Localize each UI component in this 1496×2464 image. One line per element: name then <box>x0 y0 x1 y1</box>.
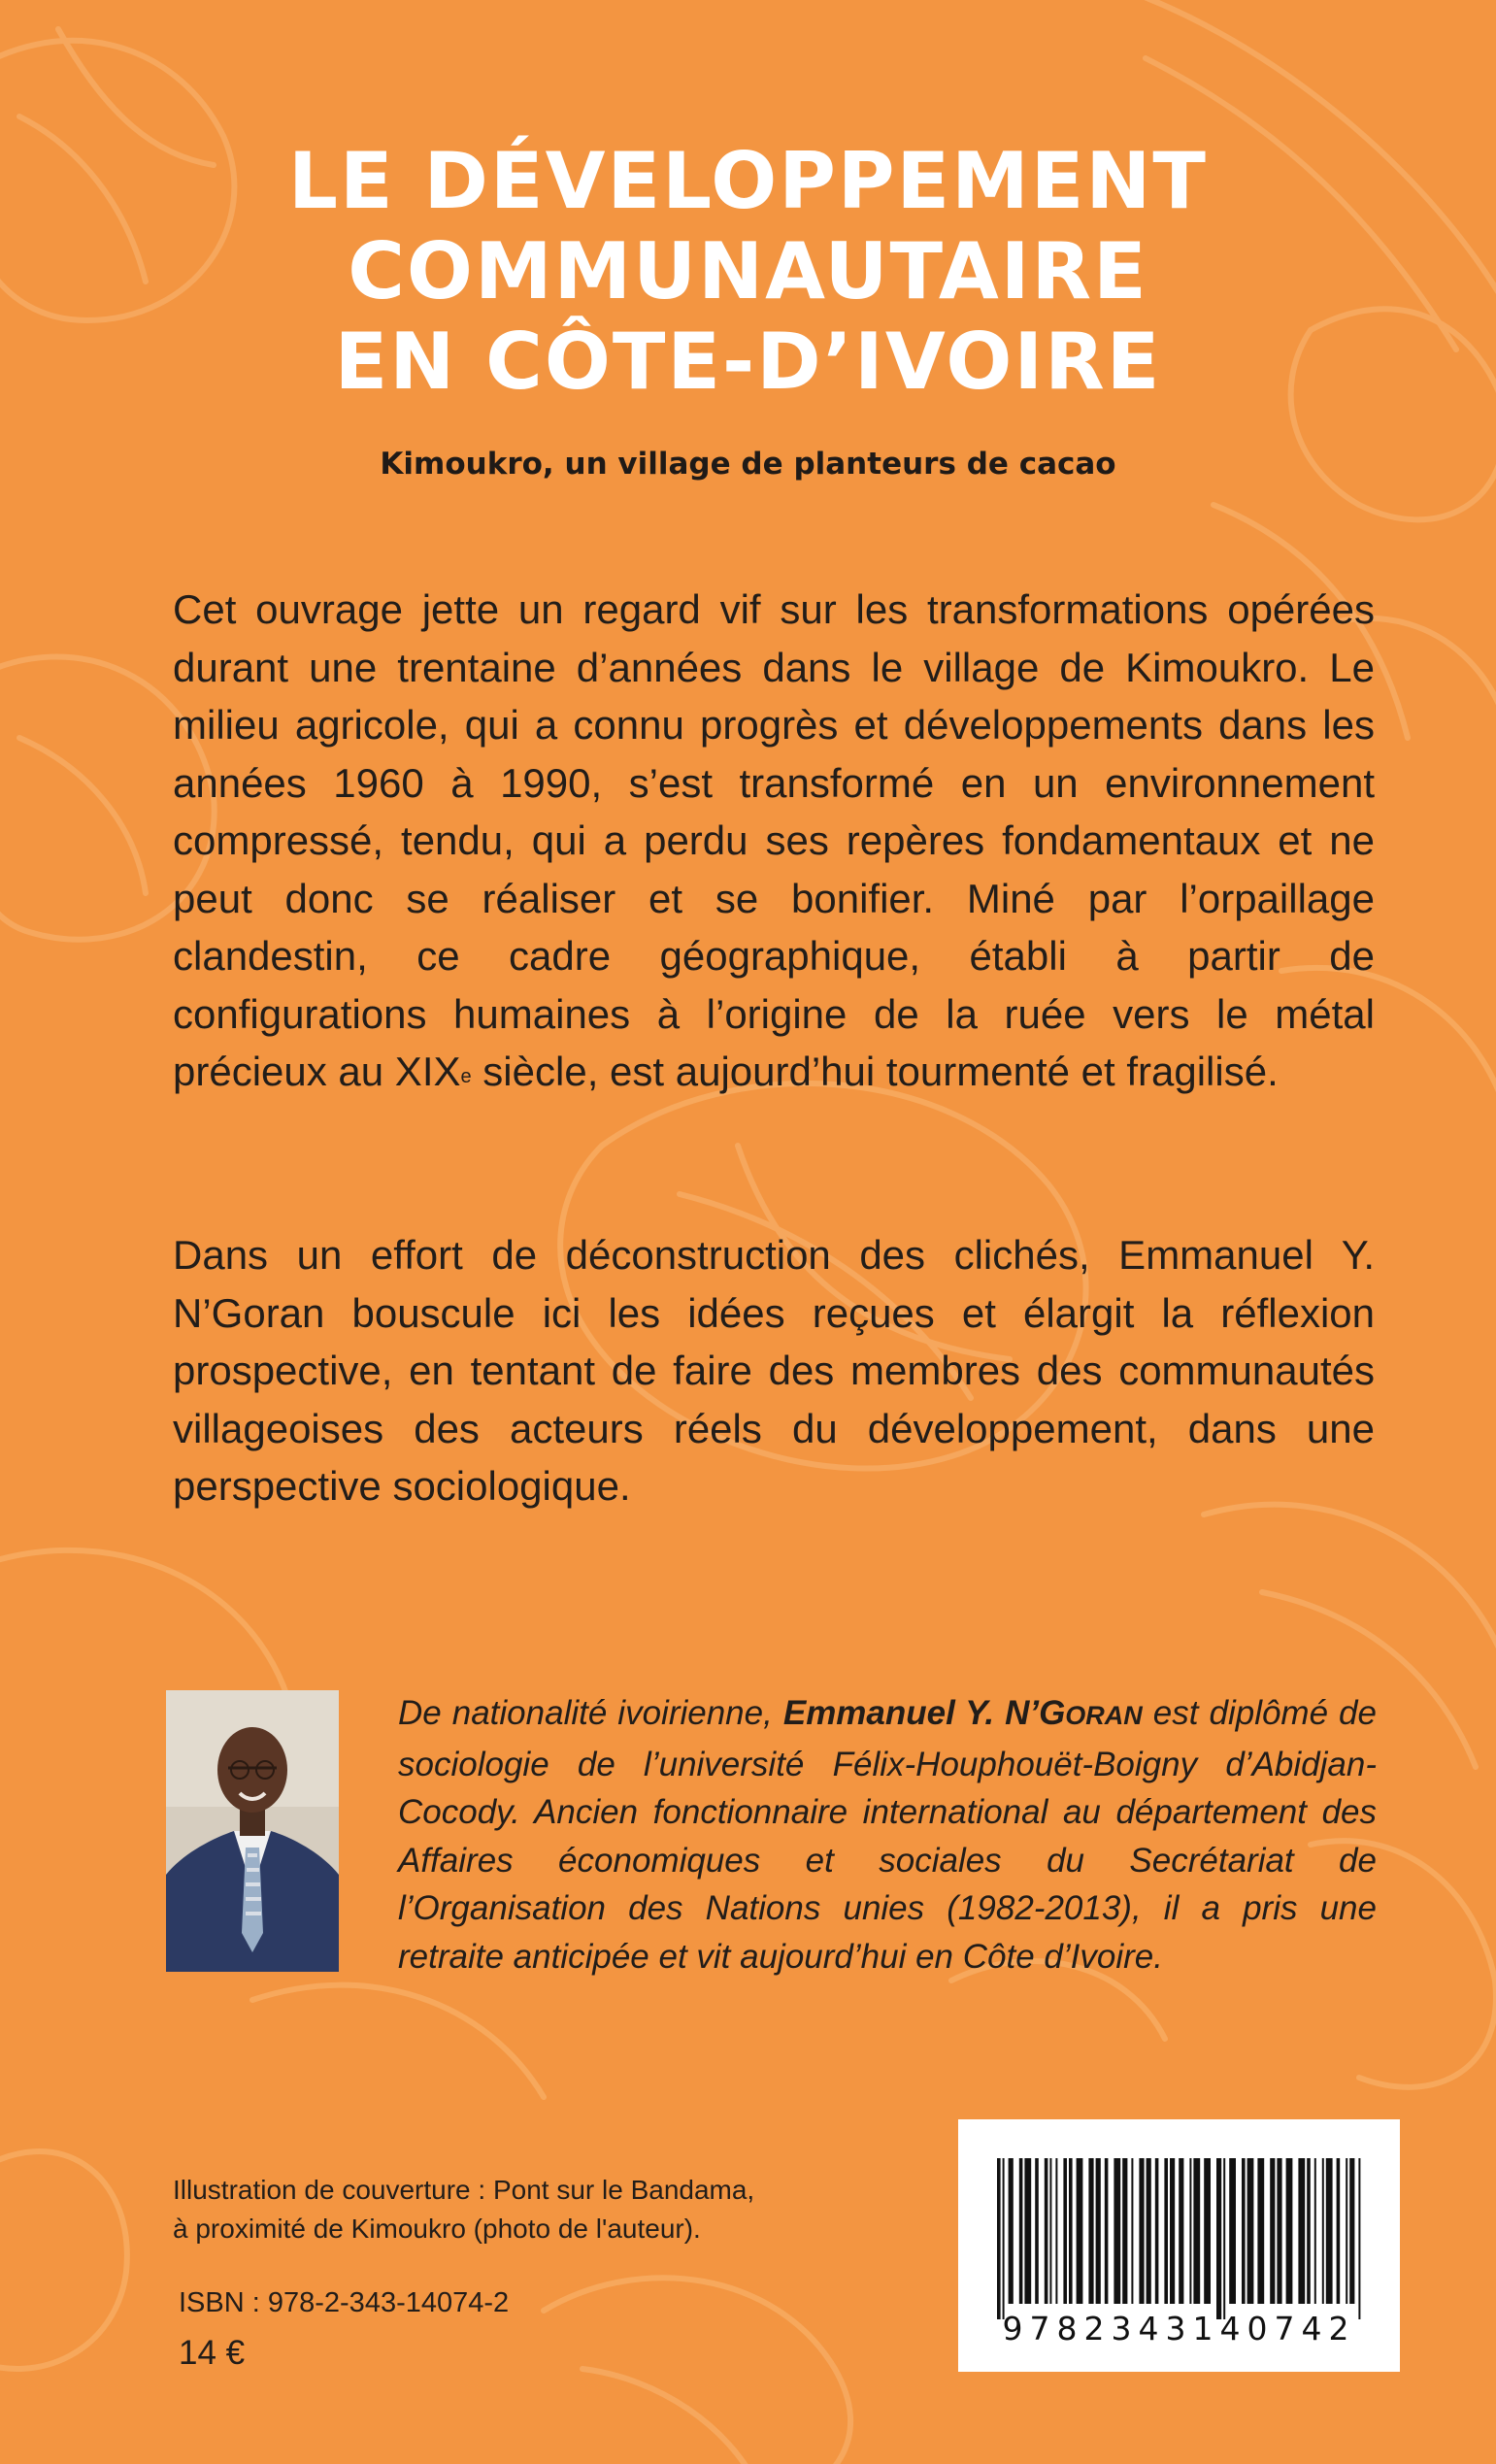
bio-intro: De nationalité ivoirienne, <box>398 1694 783 1732</box>
title-line: LE DÉVELOPPEMENT <box>288 136 1208 226</box>
summary-text: Cet ouvrage jette un regard vif sur les transformations opérées durant une trentaine d’années dans le village de Kimoukro. Le milieu agricole, qui a connu progrès et développements dans les années 1960 à 1990, s’est transformé en un environnement compressé, tendu, qui a perdu ses repères fondamentaux et ne peut donc se réaliser et se bonifier. Miné par l’orpaillage clandestin, ce cadre géographique, établi à partir de configurations humaines à l’origine de la ruée vers le métal précieux au XIX <box>173 586 1375 1094</box>
bio-rest: est diplômé de sociologie de l’université Félix-Houphouët-Boigny d’Abidjan-Cocody. Ancien fonctionnaire international au département des Affaires économiques et sociales du Secrétariat de l’Organisation des Nations unies (1982-2013), il a pris une retraite anticipée et vit aujourd’hui en Côte d’Ivoire. <box>398 1694 1377 1976</box>
barcode-bar <box>1131 2158 1133 2304</box>
barcode-bar <box>1088 2158 1093 2304</box>
barcode-bar <box>1024 2158 1031 2304</box>
barcode-bar <box>1298 2158 1305 2304</box>
barcode-bar <box>1164 2158 1168 2304</box>
credit-line: Illustration de couverture : Pont sur le Bandama, <box>173 2175 755 2205</box>
barcode-bar <box>1314 2158 1316 2304</box>
title-line: COMMUNAUTAIRE <box>348 226 1148 316</box>
barcode-bar <box>1307 2158 1311 2304</box>
barcode-bar <box>1019 2158 1023 2304</box>
barcode-bar <box>1077 2158 1083 2304</box>
barcode-bar <box>1242 2158 1246 2304</box>
barcode-bar <box>1286 2158 1293 2304</box>
author-biography <box>398 1689 1377 1981</box>
barcode-bar <box>1155 2158 1159 2304</box>
title-line: EN CÔTE-D’IVOIRE <box>334 316 1162 407</box>
author-name-smallcaps: ORAN <box>1065 1701 1143 1730</box>
book-title <box>97 136 1399 407</box>
barcode-bar <box>1049 2158 1051 2304</box>
barcode-bar <box>1035 2158 1039 2304</box>
barcode-bar <box>1257 2158 1264 2304</box>
author-name-main: Emmanuel Y. N’G <box>782 1694 1066 1732</box>
barcode-bar <box>1105 2158 1109 2304</box>
summary-paragraph-2: Dans un effort de déconstruction des clichés, Emmanuel Y. N’Goran bouscule ici les idées reçues et élargit la réflexion prospective, en tentant de faire des membres des communautés villageoises des acteurs réels du développement, dans une perspective sociologique. <box>173 1232 1375 1509</box>
barcode-bar <box>1009 2158 1014 2304</box>
barcode-bar <box>1216 2158 1221 2319</box>
barcode-bar <box>1223 2158 1225 2319</box>
barcode-bar <box>1337 2158 1341 2304</box>
summary-text: siècle, est aujourd’hui tourmenté et fragilisé. <box>471 1049 1279 1094</box>
barcode-bar <box>1358 2158 1360 2319</box>
barcode-bar <box>1055 2158 1057 2304</box>
barcode-bar <box>1346 2158 1347 2304</box>
barcode-bar <box>1122 2158 1127 2304</box>
barcode-bar <box>1204 2158 1211 2304</box>
century-superscript: e <box>460 1066 472 1087</box>
barcode-bar <box>1139 2158 1144 2304</box>
barcode-bar <box>1069 2158 1073 2304</box>
summary-paragraph-1 <box>173 581 1375 1101</box>
barcode-bar <box>1170 2158 1175 2304</box>
credit-line: à proximité de Kimoukro (photo de l'auteur). <box>173 2214 701 2244</box>
barcode-bar <box>1229 2158 1236 2304</box>
isbn: ISBN : 978-2-343-14074-2 <box>179 2287 510 2318</box>
barcode-bar <box>1189 2158 1191 2304</box>
barcode-bar <box>1096 2158 1101 2304</box>
barcode-bar <box>1147 2158 1151 2304</box>
barcode-bar <box>1326 2158 1333 2304</box>
barcode-bar <box>1179 2158 1183 2304</box>
cover-illustration-credit <box>173 2171 852 2248</box>
barcode-panel <box>958 2119 1400 2372</box>
price: 14 € <box>179 2334 246 2372</box>
barcode-bar <box>997 2158 1001 2319</box>
book-subtitle: Kimoukro, un village de planteurs de cacao <box>380 447 1116 482</box>
barcode-number: 9782343140742 <box>1002 2310 1356 2347</box>
barcode-bar <box>1349 2158 1354 2304</box>
barcode-bar <box>1270 2158 1275 2304</box>
barcode-bar <box>1045 2158 1048 2304</box>
barcode-bar <box>1193 2158 1200 2304</box>
barcode-bar <box>1277 2158 1281 2304</box>
barcode-bar <box>1247 2158 1254 2304</box>
barcode-bar <box>1322 2158 1324 2304</box>
author-name <box>783 1694 1143 1732</box>
barcode-bar <box>1063 2158 1067 2304</box>
author-photo <box>166 1690 339 1972</box>
barcode-bar <box>1114 2158 1120 2304</box>
barcode-bar <box>1003 2158 1005 2319</box>
